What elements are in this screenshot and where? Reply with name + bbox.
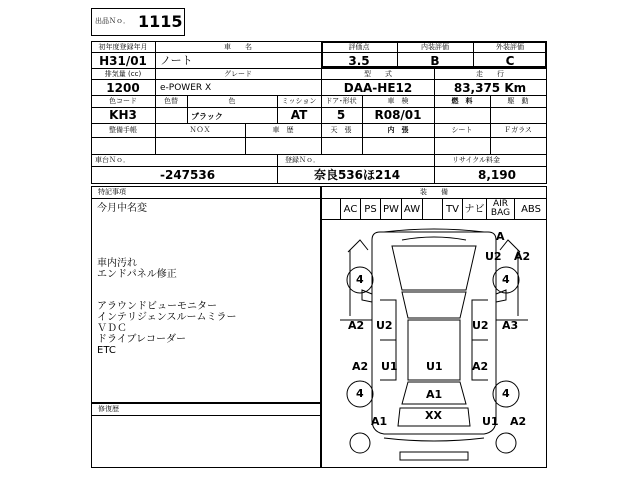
chassis-number-value: -247536	[160, 168, 216, 182]
door-value: 5	[336, 108, 346, 122]
equip-navi: ナビ	[463, 199, 487, 219]
mileage-label: 走 行	[476, 70, 504, 78]
mission-label: ミッション	[281, 97, 317, 105]
score-label: 評価点	[348, 43, 370, 51]
damage-mark: XX	[425, 409, 442, 422]
damage-mark: A3	[502, 319, 519, 332]
damage-mark: A2	[352, 360, 369, 373]
equip-abs: ABS	[521, 203, 541, 215]
damage-mark: 4	[502, 273, 510, 286]
damage-mark: U2	[485, 250, 502, 263]
seat-label: シート	[451, 126, 473, 134]
damage-mark: 4	[356, 387, 364, 400]
door-label: ドア･形状	[325, 97, 357, 105]
mileage-value: 83,375 Km	[453, 81, 527, 95]
color-swap-label: 色替	[164, 97, 178, 105]
damage-mark: A1	[426, 388, 443, 401]
damage-mark: A2	[472, 360, 489, 373]
damage-mark: 4	[356, 273, 364, 286]
equip-ac: AC	[341, 199, 361, 219]
remark-line: ETC	[97, 345, 116, 356]
damage-mark: A2	[510, 415, 527, 428]
inspection-label: 車 検	[387, 97, 409, 105]
recycle-fee-label: リサイクル料金	[452, 156, 501, 164]
grade-value: e-POWER X	[160, 83, 212, 93]
registration-number-value: 奈良536ほ214	[313, 168, 401, 182]
displacement-label: 排気量 (cc)	[104, 70, 142, 78]
mission-value: AT	[290, 108, 308, 122]
damage-mark: A2	[514, 250, 531, 263]
first-registration-label: 初年度登録年月	[98, 43, 148, 51]
front-glass-label: Ｆガラス	[504, 126, 532, 134]
damage-mark: 4	[502, 387, 510, 400]
damage-mark: U2	[472, 319, 489, 332]
model-label: 型 式	[364, 70, 392, 78]
remark-line: ＶＤＣ	[97, 323, 127, 334]
car-history-label: 車 歴	[272, 126, 294, 134]
remark-line: 今月中名変	[97, 203, 147, 214]
model-value: DAA-HE12	[343, 81, 413, 95]
listing-number-label: 出品Ｎｏ．	[95, 17, 130, 25]
inspection-value: R08/01	[374, 108, 422, 122]
color-label: 色	[228, 97, 236, 105]
score-value: 3.5	[348, 54, 370, 68]
equip-ps: PS	[361, 199, 381, 219]
damage-mark: U1	[482, 415, 499, 428]
fuel-label: 燃 料	[451, 97, 473, 105]
service-manual-label: 整備手帳	[109, 126, 137, 134]
recycle-fee-value: 8,190	[478, 168, 516, 182]
nox-label: ＮＯＸ	[189, 126, 211, 134]
exterior-grade-value: C	[505, 54, 515, 68]
color-code-label: 色コード	[109, 97, 137, 105]
grade-label: グレード	[224, 70, 252, 78]
first-registration-value: H31/01	[99, 54, 147, 68]
displacement-value: 1200	[106, 81, 140, 95]
damage-mark: U2	[376, 319, 393, 332]
remarks-label: 特記事項	[98, 188, 126, 196]
equip-airbag: AIR BAG	[487, 199, 515, 219]
remark-line: エンドパネル修正	[97, 269, 177, 280]
interior-grade-value: B	[430, 54, 440, 68]
car-name-value: ノート	[160, 54, 193, 67]
remark-line: 車内汚れ	[97, 258, 137, 269]
color-code-value: KH3	[109, 108, 137, 122]
remark-line: インテリジェンスルームミラー	[97, 312, 237, 323]
color-value: ブラック	[191, 112, 223, 121]
damage-mark: U1	[381, 360, 398, 373]
equipment-label: 装 備	[420, 188, 448, 196]
car-name-label: 車 名	[224, 43, 252, 51]
damage-mark: A	[496, 230, 505, 243]
equip-tv: TV	[443, 199, 463, 219]
repair-history-label: 修復歴	[98, 405, 119, 413]
interior-grade-label: 内装評価	[421, 43, 449, 51]
equip-pw: PW	[381, 199, 402, 219]
remark-line: ドライブレコーダー	[97, 334, 186, 345]
drive-label: 駆 動	[507, 97, 529, 105]
listing-number-value: 1115	[138, 12, 183, 31]
remark-line: アラウンドビューモニター	[97, 301, 217, 312]
exterior-grade-label: 外装評価	[496, 43, 524, 51]
damage-mark: A2	[348, 319, 365, 332]
chassis-number-label: 車台Ｎｏ．	[95, 156, 130, 164]
equip-aw: AW	[402, 199, 423, 219]
registration-number-label: 登録Ｎｏ．	[285, 156, 320, 164]
interior-lining-label: 内 張	[387, 126, 409, 134]
damage-mark: U1	[426, 360, 443, 373]
sunroof-label: 天 張	[330, 126, 352, 134]
damage-mark: A1	[371, 415, 388, 428]
